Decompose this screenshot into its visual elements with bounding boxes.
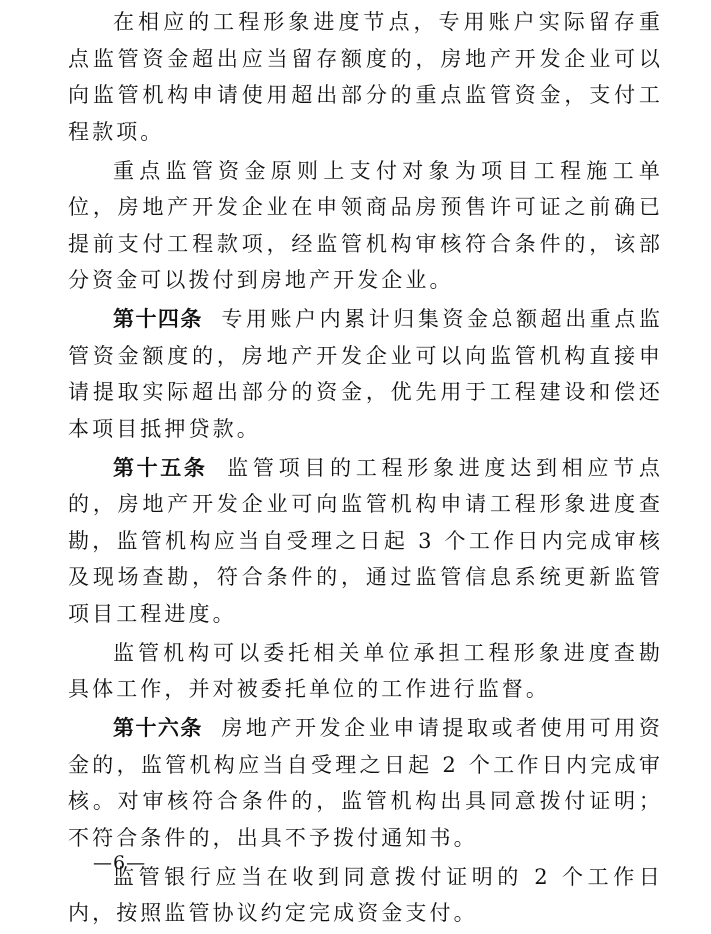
paragraph	[68, 4, 663, 150]
paragraph	[68, 635, 663, 708]
article-number: 第十四条	[113, 306, 203, 331]
paragraph-text: 监管银行应当在收到同意拨付证明的 2 个工作日内，按照监管协议约定完成资金支付。	[68, 864, 663, 925]
article-number: 第十五条	[113, 454, 208, 480]
article-paragraph	[68, 710, 663, 856]
article-text: 专用账户内累计归集资金总额超出重点监管资金额度的，房地产开发企业可以向监管机构直接申请提取实际超出部分的资金，优先用于工程建设和偿还本项目抵押贷款。	[68, 307, 663, 441]
article-number: 第十六条	[113, 715, 203, 740]
article-paragraph	[68, 450, 663, 633]
paragraph-text: 重点监管资金原则上支付对象为项目工程施工单位，房地产开发企业在申领商品房预售许可证之前确已提前支付工程款项，经监管机构审核符合条件的，该部分资金可以拨付到房地产开发企业。	[68, 158, 663, 292]
article-text: 房地产开发企业申请提取或者使用可用资金的，监管机构应当自受理之日起 2 个工作日内完成审核。对审核符合条件的，监管机构出具同意拨付证明；不符合条件的，出具不予拨付通知书。	[68, 716, 663, 850]
paragraph-text: 监管机构可以委托相关单位承担工程形象进度查勘具体工作，并对被委托单位的工作进行监督。	[68, 640, 663, 701]
page-number: —6—	[93, 852, 147, 874]
article-paragraph	[68, 301, 663, 447]
paragraph-text: 在相应的工程形象进度节点，专用账户实际留存重点监管资金超出应当留存额度的，房地产开发企业可以向监管机构申请使用超出部分的重点监管资金，支付工程款项。	[68, 10, 663, 144]
paragraph	[68, 153, 663, 299]
document-body	[68, 4, 663, 934]
paragraph	[68, 859, 663, 932]
article-text: 监管项目的工程形象进度达到相应节点的，房地产开发企业可向监管机构申请工程形象进度查勘，监管机构应当自受理之日起 3 个工作日内完成审核及现场查勘，符合条件的，通过监管信息系统更新监管项目工程进度。	[68, 455, 664, 626]
